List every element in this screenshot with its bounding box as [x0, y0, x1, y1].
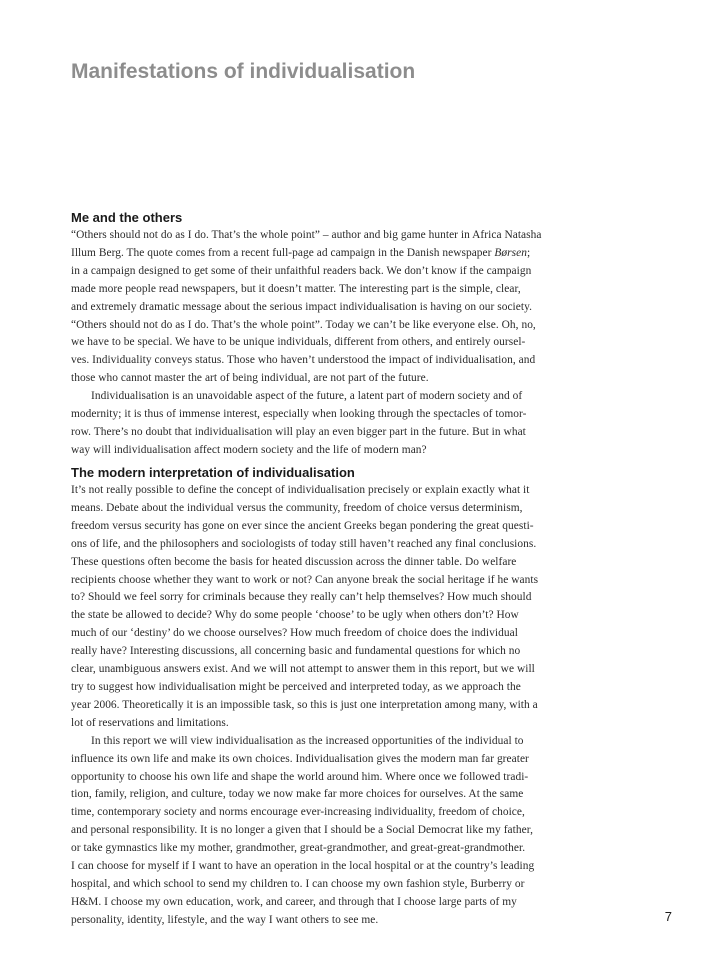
text-line: modernity; it is thus of immense interest, especially when looking through the spectacles of tomor- [71, 408, 527, 421]
section-modern-interpretation [71, 464, 671, 930]
text-line: recipients choose whether they want to work or not? Can anyone break the social heritage if he wants [71, 573, 539, 586]
text-line: I can choose for myself if I want to have an operation in the local hospital or at the country’s leading [71, 860, 535, 873]
section-me-and-the-others [71, 209, 671, 460]
text-line: row. There’s no doubt that individualisation will play an even bigger part in the future. But in what [71, 425, 526, 438]
text-line: really have? Interesting discussions, all concerning basic and fundamental questions for which no [71, 645, 521, 658]
section-body [71, 482, 671, 930]
text-line: ves. Individuality conveys status. Those who haven’t understood the impact of individualisation, and [71, 354, 536, 367]
text-line: made more people read newspapers, but it doesn’t matter. The interesting part is the simple, clear, [71, 282, 521, 295]
text-line: and personal responsibility. It is no longer a given that I should be a Social Democrat like my father, [71, 824, 533, 837]
text-line: hospital, and which school to send my children to. I can choose my own fashion style, Burberry or [71, 877, 525, 890]
text-line: These questions often become the basis for heated discussion across the dinner table. Do welfare [71, 555, 517, 568]
text-line: ons of life, and the philosophers and sociologists of today still haven’t reached any final conclusions. [71, 537, 537, 550]
text-line-part: ; [526, 246, 531, 259]
text-line: influence its own life and make its own choices. Individualisation gives the modern man far greater [71, 752, 529, 765]
text-line: personality, identity, lifestyle, and the way I want others to see me. [71, 913, 379, 926]
text-line [71, 245, 671, 263]
text-line: “Others should not do as I do. That’s the whole point” – author and big game hunter in Africa Natasha [71, 229, 542, 241]
page-number: 7 [664, 909, 672, 924]
text-line: time, contemporary society and norms encourage ever-increasing individuality, freedom of choice, [71, 806, 525, 819]
text-line: we have to be special. We have to be unique individuals, different from others, and entirely oursel- [71, 336, 526, 349]
text-line: much of our ‘destiny’ do we choose ourselves? How much freedom of choice does the individual [71, 627, 518, 640]
text-line: the state be allowed to decide? Why do some people ‘choose’ to be ugly when others don’t? How [71, 609, 519, 622]
text-line: year 2006. Theoretically it is an impossible task, so this is just one interpretation among many, with a [71, 698, 538, 711]
section-heading: Me and the others [71, 210, 183, 225]
text-line: or take gymnastics like my mother, grandmother, great-grandmother, and great-great-grandmother. [71, 842, 526, 855]
text-line: means. Debate about the individual versus the community, freedom of choice versus determinism, [71, 501, 523, 514]
text-line: lot of reservations and limitations. [71, 716, 229, 729]
text-line: to? Should we feel sorry for criminals because they really can’t help themselves? How much should [71, 591, 532, 604]
text-line: way will individualisation affect modern society and the life of modern man? [71, 443, 427, 456]
text-line: try to suggest how individualisation might be perceived and interpreted today, as we approach the [71, 680, 521, 693]
text-line-part: Illum Berg. The quote comes from a recent full-page ad campaign in the Danish newspaper [71, 246, 492, 259]
text-line: In this report we will view individualisation as the increased opportunities of the individual to [91, 734, 524, 747]
text-line: H&M. I choose my own education, work, and career, and through that I choose large parts of my [71, 895, 517, 908]
text-line: and extremely dramatic message about the serious impact individualisation is having on our society. [71, 300, 532, 313]
text-line: freedom versus security has gone on ever since the ancient Greeks began pondering the great questi- [71, 519, 534, 532]
section-body [71, 227, 671, 460]
newspaper-name: Børsen [494, 246, 527, 259]
text-line: Individualisation is an unavoidable aspect of the future, a latent part of modern society and of [91, 390, 523, 403]
text-line: tion, family, religion, and culture, today we now make far more choices for ourselves. At the same [71, 788, 524, 801]
text-line: in a campaign designed to get some of their unfaithful readers back. We don’t know if the campaign [71, 264, 532, 277]
text-line: It’s not really possible to define the concept of individualisation precisely or explain exactly what it [71, 484, 530, 496]
page-title: Manifestations of individualisation [71, 60, 416, 83]
section-heading: The modern interpretation of individualisation [71, 465, 355, 480]
text-line: those who cannot master the art of being individual, are not part of the future. [71, 372, 429, 385]
text-line: “Others should not do as I do. That’s the whole point”. Today we can’t be like everyone else. Oh, no, [71, 318, 536, 331]
text-line: clear, unambiguous answers exist. And we will not attempt to answer them in this report, but we will [71, 663, 535, 676]
text-line: opportunity to choose his own life and shape the world around him. Where once we followed tradi- [71, 770, 529, 783]
